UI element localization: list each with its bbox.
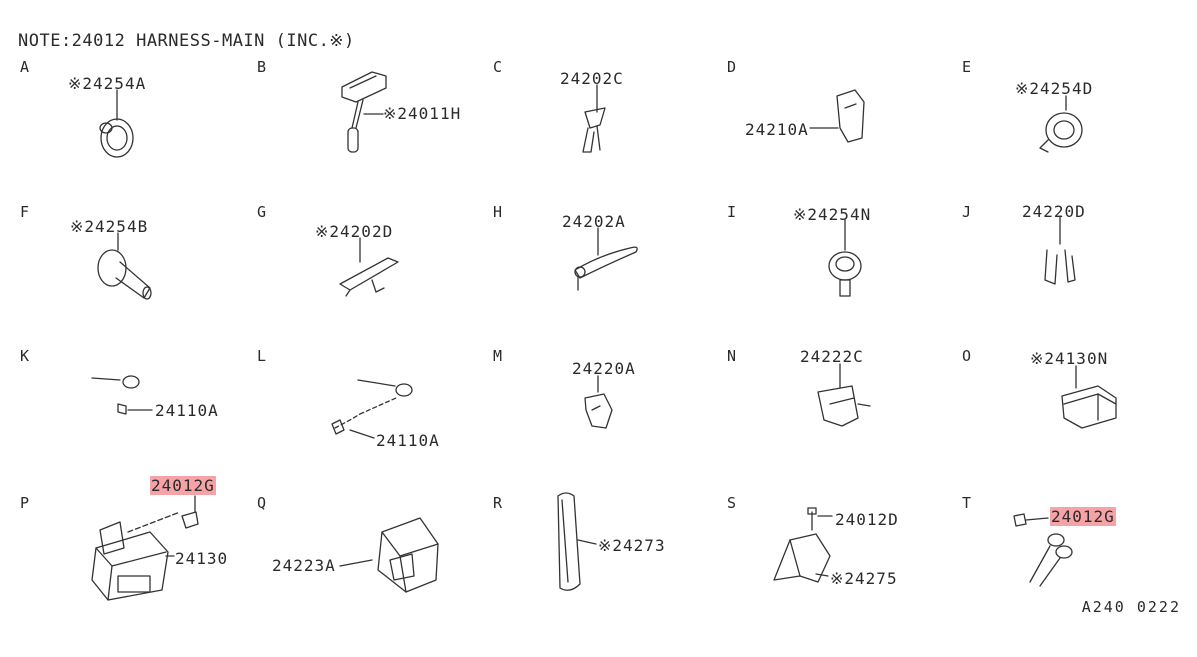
- cell-letter-n: N: [727, 347, 737, 365]
- part-label-a[interactable]: ※24254A: [68, 74, 147, 93]
- part-label-q[interactable]: 24223A: [272, 556, 336, 575]
- connector-o-drawing: [1062, 366, 1116, 428]
- document-number: A240 0222: [1081, 598, 1181, 616]
- clip-c-drawing: [583, 85, 605, 152]
- cell-letter-d: D: [727, 58, 737, 76]
- part-label-t[interactable]: 24012G: [1051, 507, 1115, 526]
- grommet-e-drawing: [1040, 96, 1082, 152]
- part-label-j[interactable]: 24220D: [1022, 202, 1086, 221]
- cell-letter-b: B: [257, 58, 267, 76]
- grommet-a-drawing: [100, 90, 133, 157]
- part-label-h[interactable]: 24202A: [562, 212, 626, 231]
- cell-letter-j: J: [962, 203, 972, 221]
- ground-cable-t-drawing: [1014, 514, 1072, 586]
- part-label-c[interactable]: 24202C: [560, 69, 624, 88]
- connector-q-drawing: [340, 518, 438, 592]
- cell-letter-h: H: [493, 203, 503, 221]
- grommet-f-drawing: [98, 233, 151, 299]
- cell-letter-p: P: [20, 494, 30, 512]
- protector-r-drawing: [558, 493, 596, 590]
- cell-letter-o: O: [962, 347, 972, 365]
- cell-letter-t: T: [962, 494, 972, 512]
- part-label-r[interactable]: ※24273: [598, 536, 666, 555]
- part-label-k[interactable]: 24110A: [155, 401, 219, 420]
- part-label-f[interactable]: ※24254B: [70, 217, 149, 236]
- part-label-n[interactable]: 24222C: [800, 347, 864, 366]
- cell-letter-s: S: [727, 494, 737, 512]
- part-label-p-relay[interactable]: 24130: [175, 549, 229, 568]
- cell-letter-i: I: [727, 203, 737, 221]
- cell-letter-e: E: [962, 58, 972, 76]
- part-label-m[interactable]: 24220A: [572, 359, 636, 378]
- cover-s-drawing: [774, 508, 832, 582]
- relay-p-drawing: [92, 496, 198, 600]
- sub-harness-b-drawing: [342, 72, 386, 152]
- part-label-s-bolt[interactable]: 24012D: [835, 510, 899, 529]
- clip-j-drawing: [1045, 216, 1075, 284]
- part-label-s-cover[interactable]: ※24275: [830, 569, 898, 588]
- bracket-d-drawing: [810, 90, 864, 142]
- part-label-p-bolt[interactable]: 24012G: [151, 476, 215, 495]
- cell-letter-l: L: [257, 347, 267, 365]
- ground-wire-l-drawing: [332, 380, 412, 438]
- clip-m-drawing: [585, 376, 612, 428]
- part-label-l[interactable]: 24110A: [376, 431, 440, 450]
- cell-letter-q: Q: [257, 494, 267, 512]
- part-label-g[interactable]: ※24202D: [315, 222, 394, 241]
- part-label-i[interactable]: ※24254N: [793, 205, 872, 224]
- note-title: NOTE:24012 HARNESS-MAIN (INC.※): [18, 31, 355, 51]
- grommet-i-drawing: [829, 220, 861, 296]
- cell-letter-f: F: [20, 203, 30, 221]
- cell-letter-a: A: [20, 58, 30, 76]
- clip-h-drawing: [575, 228, 637, 290]
- cell-letter-k: K: [20, 347, 30, 365]
- rail-g-drawing: [340, 238, 398, 296]
- part-label-e[interactable]: ※24254D: [1015, 79, 1094, 98]
- cell-letter-c: C: [493, 58, 503, 76]
- part-label-o[interactable]: ※24130N: [1030, 349, 1109, 368]
- part-label-b[interactable]: ※24011H: [383, 104, 462, 123]
- ground-wire-k-drawing: [92, 376, 152, 414]
- cell-letter-g: G: [257, 203, 267, 221]
- cell-letter-r: R: [493, 494, 503, 512]
- cell-letter-m: M: [493, 347, 503, 365]
- clip-n-drawing: [818, 364, 870, 426]
- part-label-d[interactable]: 24210A: [745, 120, 809, 139]
